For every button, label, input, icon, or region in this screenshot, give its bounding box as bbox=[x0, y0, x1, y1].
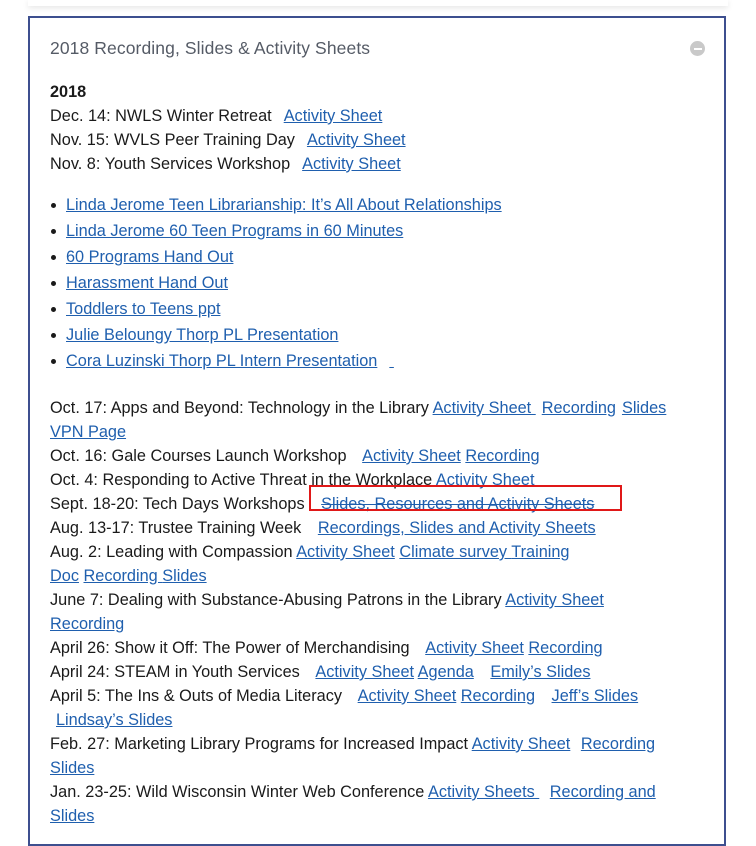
event-text: Oct. 16: Gale Courses Launch Workshop bbox=[50, 447, 347, 465]
event-line bbox=[50, 540, 714, 564]
event-line bbox=[50, 104, 714, 128]
vpn-page-link[interactable]: VPN Page bbox=[50, 423, 127, 441]
event-line-continued bbox=[50, 420, 714, 444]
event-line bbox=[50, 396, 714, 420]
event-text: Sept. 18-20: Tech Days Workshops bbox=[50, 495, 305, 513]
event-text: Oct. 17: Apps and Beyond: Technology in the Library bbox=[50, 399, 429, 417]
resource-link[interactable]: Julie Beloungy Thorp PL Presentation bbox=[66, 326, 339, 344]
activity-sheet-link[interactable]: Activity Sheet bbox=[306, 131, 406, 149]
slides-link[interactable]: Slides bbox=[621, 399, 667, 417]
slides-link[interactable]: Slides bbox=[50, 807, 95, 825]
event-text: Oct. 4: Responding to Active Threat in the Workplace bbox=[50, 471, 433, 489]
activity-sheet-link[interactable]: Activity Sheet bbox=[357, 687, 457, 705]
event-text: Dec. 14: NWLS Winter Retreat bbox=[50, 107, 272, 125]
resource-link[interactable]: 60 Programs Hand Out bbox=[66, 248, 234, 266]
doc-link[interactable]: Doc bbox=[50, 567, 79, 585]
panel-title[interactable]: 2018 Recording, Slides & Activity Sheets bbox=[50, 38, 371, 58]
event-line bbox=[50, 636, 714, 660]
event-text: Nov. 8: Youth Services Workshop bbox=[50, 155, 291, 173]
event-line bbox=[50, 684, 714, 708]
activity-sheet-link[interactable]: Activity Sheet bbox=[302, 155, 401, 173]
year-heading: 2018 bbox=[50, 83, 87, 101]
event-text: Feb. 27: Marketing Library Programs for Increased Impact bbox=[50, 735, 469, 753]
activity-sheet-link[interactable]: Activity Sheet bbox=[283, 107, 383, 125]
accordion-panel bbox=[28, 16, 726, 846]
activity-sheet-link[interactable]: Activity Sheet bbox=[315, 663, 415, 681]
event-line-continued bbox=[50, 708, 714, 732]
event-line bbox=[50, 780, 714, 804]
event-line bbox=[50, 732, 714, 756]
resource-list bbox=[50, 192, 714, 374]
event-text: April 5: The Ins & Outs of Media Literacy bbox=[50, 687, 342, 705]
event-text: Nov. 15: WVLS Peer Training Day bbox=[50, 131, 295, 149]
recording-link[interactable]: Recording bbox=[460, 687, 536, 705]
climate-survey-link[interactable]: Climate survey bbox=[399, 543, 512, 561]
list-item bbox=[66, 270, 714, 296]
red-highlight-box bbox=[309, 485, 622, 511]
event-line-continued bbox=[50, 804, 714, 828]
recording-link[interactable]: Recording bbox=[50, 615, 125, 633]
event-line bbox=[50, 588, 714, 612]
list-item bbox=[66, 322, 714, 348]
activity-sheet-link[interactable]: Activity Sheet bbox=[425, 639, 524, 657]
event-line bbox=[50, 444, 714, 468]
resource-link[interactable]: Linda Jerome 60 Teen Programs in 60 Minutes bbox=[66, 222, 404, 240]
jeffs-slides-link[interactable]: Jeff’s Slides bbox=[551, 687, 639, 705]
event-text: June 7: Dealing with Substance-Abusing Patrons in the Library bbox=[50, 591, 502, 609]
recording-link[interactable]: Recording bbox=[465, 447, 540, 465]
activity-sheet-link[interactable]: Activity Sheet bbox=[435, 471, 535, 489]
resource-link[interactable]: Harassment Hand Out bbox=[66, 274, 228, 292]
tech-days-slides-link[interactable]: Slides, Resources and Activity Sheets bbox=[321, 495, 595, 513]
activity-sheet-link[interactable]: Activity Sheet bbox=[362, 447, 461, 465]
list-item bbox=[66, 348, 714, 374]
resource-link[interactable]: Cora Luzinski Thorp PL Intern Presentation bbox=[66, 352, 378, 370]
event-line bbox=[50, 128, 714, 152]
training-link[interactable]: Training bbox=[511, 543, 570, 561]
event-line-continued bbox=[50, 756, 714, 780]
panel-header[interactable] bbox=[30, 18, 724, 76]
emilys-slides-link[interactable]: Emily’s Slides bbox=[490, 663, 591, 681]
list-item bbox=[66, 218, 714, 244]
event-text: Aug. 13-17: Trustee Training Week bbox=[50, 519, 302, 537]
lindsays-slides-link[interactable]: Lindsay’s Slides bbox=[56, 711, 173, 729]
event-text: Jan. 23-25: Wild Wisconsin Winter Web Conference bbox=[50, 783, 425, 801]
recording-and-slides-link[interactable]: Recording and bbox=[549, 783, 656, 801]
slides-link[interactable]: Slides bbox=[50, 759, 95, 777]
event-line bbox=[50, 152, 714, 176]
activity-sheet-link[interactable]: Activity Sheet bbox=[296, 543, 395, 561]
event-text: April 26: Show it Off: The Power of Merchandising bbox=[50, 639, 410, 657]
event-line-continued bbox=[50, 612, 714, 636]
list-item bbox=[66, 192, 714, 218]
panel-content bbox=[50, 80, 714, 828]
minus-circle-icon[interactable] bbox=[690, 41, 705, 56]
empty-link[interactable] bbox=[389, 352, 394, 370]
activity-sheet-link[interactable]: Activity Sheet bbox=[471, 735, 571, 753]
event-text: April 24: STEAM in Youth Services bbox=[50, 663, 300, 681]
event-line-continued bbox=[50, 564, 714, 588]
list-item bbox=[66, 296, 714, 322]
recording-link[interactable]: Recording bbox=[83, 567, 163, 585]
activity-sheet-link[interactable]: Activity Sheet bbox=[432, 399, 536, 417]
recording-link[interactable]: Recording bbox=[580, 735, 656, 753]
resource-link[interactable]: Linda Jerome Teen Librarianship: It’s All About Relationships bbox=[66, 196, 502, 214]
agenda-link[interactable]: Agenda bbox=[417, 663, 474, 681]
activity-sheets-link[interactable]: Activity Sheets bbox=[427, 783, 540, 801]
activity-sheet-link[interactable]: Activity Sheet bbox=[505, 591, 604, 609]
slides-link[interactable]: Slides bbox=[162, 567, 207, 585]
recording-link[interactable]: Recording bbox=[528, 639, 603, 657]
recording-link[interactable]: Recording bbox=[541, 399, 616, 417]
top-shadow bbox=[28, 0, 728, 6]
event-line bbox=[50, 660, 714, 684]
recordings-slides-link[interactable]: Recordings, Slides and Activity Sheets bbox=[317, 519, 596, 537]
spacer bbox=[50, 374, 714, 396]
resource-link[interactable]: Toddlers to Teens ppt bbox=[66, 300, 221, 318]
list-item bbox=[66, 244, 714, 270]
event-line bbox=[50, 516, 714, 540]
event-text: Aug. 2: Leading with Compassion bbox=[50, 543, 293, 561]
